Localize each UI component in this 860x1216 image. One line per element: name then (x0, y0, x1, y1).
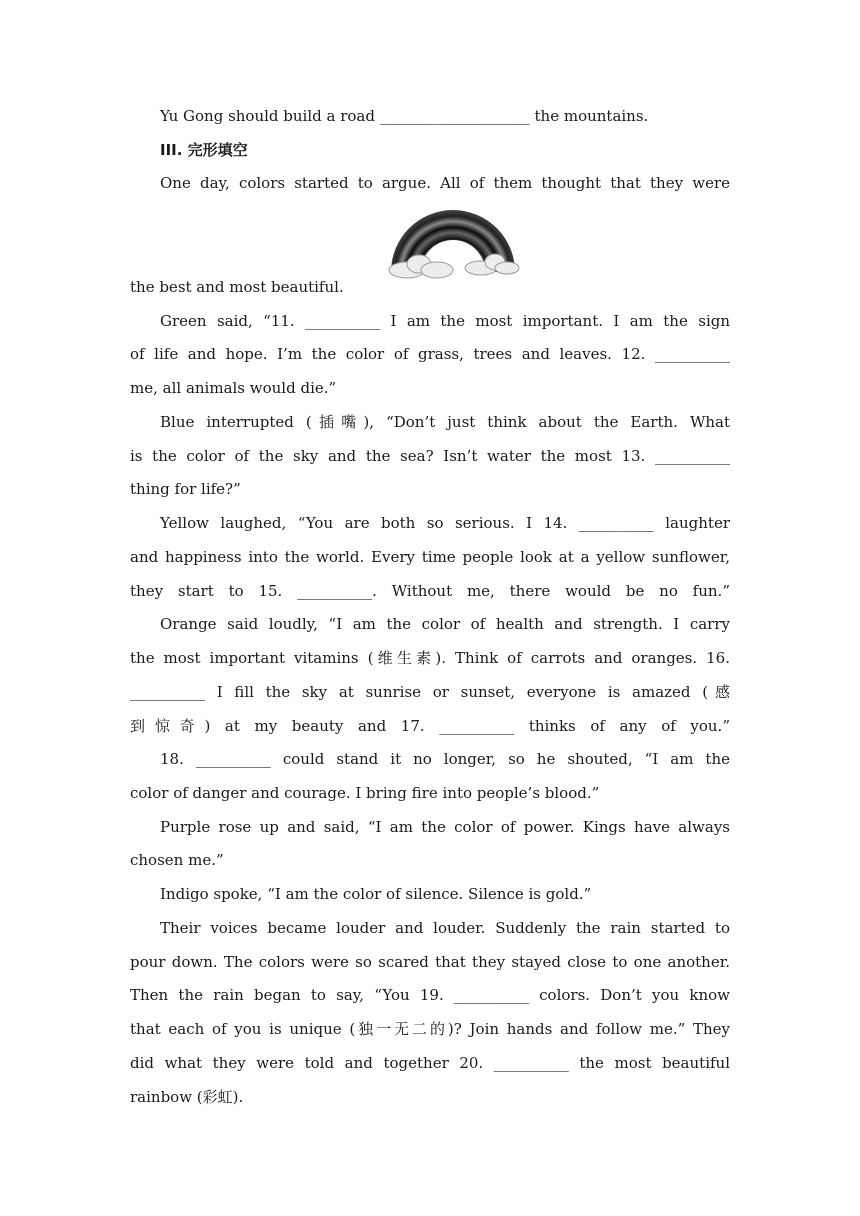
prev-question-line: Yu Gong should build a road ____________________ the mountains. (160, 107, 649, 125)
passage-line: did what they were told and together 20. __________ the most beautiful (130, 1054, 730, 1072)
rainbow-illustration (385, 202, 521, 284)
passage-line: of life and hope. I’m the color of grass, trees and leaves. 12. __________ (130, 345, 730, 363)
passage-line: Blue interrupted (插嘴), “Don’t just think about the Earth. What (160, 413, 730, 431)
section-heading: III. 完形填空 (160, 141, 248, 159)
passage-line: rainbow (彩虹). (130, 1088, 244, 1106)
passage-line: Green said, “11. __________ I am the most important. I am the sign (160, 312, 730, 330)
passage-line: One day, colors started to argue. All of them thought that they were (160, 174, 730, 192)
passage-line: thing for life?” (130, 480, 241, 498)
passage-line: and happiness into the world. Every time people look at a yellow sunflower, (130, 548, 730, 566)
passage-line: Orange said loudly, “I am the color of health and strength. I carry (160, 615, 730, 633)
passage-line: Purple rose up and said, “I am the color of power. Kings have always (160, 818, 730, 836)
passage-line: that each of you is unique (独一无二的)? Join hands and follow me.” They (130, 1020, 730, 1038)
passage-line: they start to 15. __________. Without me, there would be no fun.” (130, 582, 730, 600)
passage-line: 18. __________ could stand it no longer, so he shouted, “I am the (160, 750, 730, 768)
passage-line: Indigo spoke, “I am the color of silence. Silence is gold.” (160, 885, 592, 903)
passage-line: is the color of the sky and the sea? Isn’t water the most 13. __________ (130, 447, 730, 465)
passage-line: the most important vitamins (维生素). Think of carrots and oranges. 16. (130, 649, 730, 667)
passage-line: chosen me.” (130, 851, 224, 869)
passage-line: me, all animals would die.” (130, 379, 337, 397)
passage-line: pour down. The colors were so scared that they stayed close to one another. (130, 953, 730, 971)
passage-line: color of danger and courage. I bring fire into people’s blood.” (130, 784, 600, 802)
passage-line: __________ I fill the sky at sunrise or sunset, everyone is amazed (感 (130, 683, 730, 701)
passage-line: 到惊奇) at my beauty and 17. __________ thinks of any of you.” (130, 717, 730, 735)
passage-line: Yellow laughed, “You are both so serious. I 14. __________ laughter (160, 514, 730, 532)
passage-line: Then the rain began to say, “You 19. __________ colors. Don’t you know (130, 986, 730, 1004)
passage-line: Their voices became louder and louder. Suddenly the rain started to (160, 919, 730, 937)
passage-line: the best and most beautiful. (130, 278, 344, 296)
